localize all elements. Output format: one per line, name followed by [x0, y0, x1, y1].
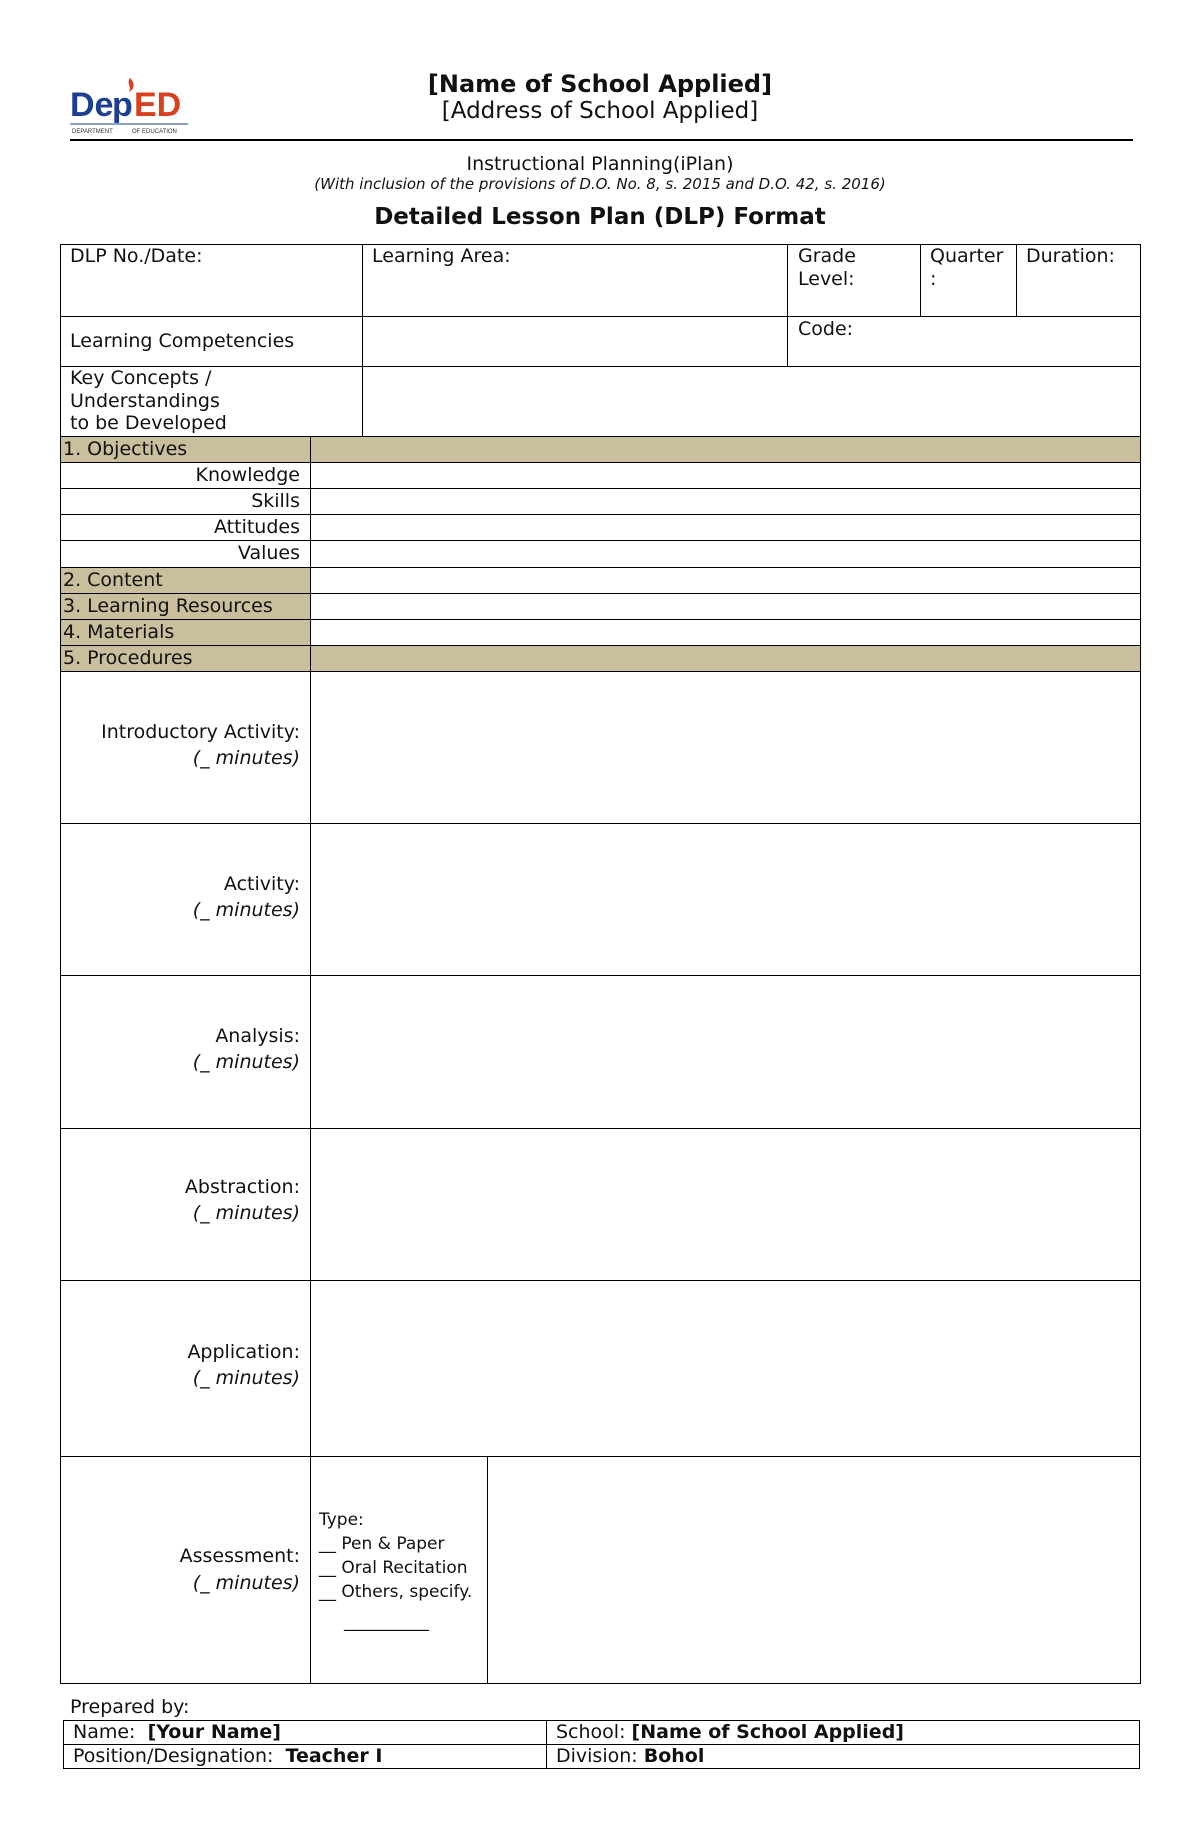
header-divider	[70, 139, 1133, 141]
row-divider	[60, 593, 1141, 594]
activity-minutes: (_ minutes)	[192, 899, 300, 921]
assessment-pen-paper: __ Pen & Paper	[319, 1534, 445, 1554]
row-divider	[60, 1280, 1141, 1281]
row-divider	[60, 671, 1141, 672]
svg-text:ED: ED	[134, 86, 182, 124]
row-divider	[60, 619, 1141, 620]
assessment-minutes: (_ minutes)	[192, 1572, 300, 1594]
position-value: Teacher I	[285, 1745, 383, 1767]
school-address: [Address of School Applied]	[441, 98, 759, 124]
assessment-type-label: Type:	[319, 1510, 364, 1530]
dlp-no-date-label: DLP No./Date:	[70, 245, 203, 267]
row-divider	[60, 645, 1141, 646]
name-value: [Your Name]	[147, 1721, 281, 1743]
position-field	[73, 1745, 382, 1768]
row-divider	[60, 975, 1141, 976]
assessment-label: Assessment:	[179, 1545, 300, 1567]
col-divider	[487, 1456, 488, 1684]
activity-label: Activity:	[223, 873, 300, 895]
row-divider	[60, 514, 1141, 515]
learning-competencies-label: Learning Competencies	[70, 330, 295, 352]
grade-level-label-1: Grade	[798, 245, 856, 267]
svg-text:OF EDUCATION: OF EDUCATION	[132, 129, 177, 135]
key-concepts-label-3: to be Developed	[70, 412, 227, 434]
code-label: Code:	[798, 318, 854, 340]
application-label: Application:	[187, 1341, 300, 1363]
abstraction-label: Abstraction:	[184, 1176, 300, 1198]
key-concepts-label-2: Understandings	[70, 390, 220, 412]
svg-text:De: De	[70, 86, 114, 124]
school-label: School:	[556, 1721, 626, 1743]
row-divider	[60, 462, 1141, 463]
row-divider	[60, 488, 1141, 489]
iplan-subtitle: (With inclusion of the provisions of D.O. No. 8, s. 2015 and D.O. 42, s. 2016)	[314, 175, 886, 193]
deped-logo-graphic	[70, 72, 195, 136]
row-divider	[60, 567, 1141, 568]
values-label: Values	[237, 542, 300, 564]
col-divider	[1016, 244, 1017, 316]
row-divider	[60, 823, 1141, 824]
grade-level-label-2: Level:	[798, 268, 855, 290]
row-divider	[60, 1456, 1141, 1457]
quarter-label-1: Quarter	[930, 245, 1004, 267]
dlp-title: Detailed Lesson Plan (DLP) Format	[374, 204, 826, 230]
duration-label: Duration:	[1026, 245, 1115, 267]
position-label: Position/Designation:	[73, 1745, 274, 1767]
col-divider	[787, 244, 788, 366]
svg-text:p: p	[112, 86, 133, 124]
svg-text:DEPARTMENT: DEPARTMENT	[72, 129, 113, 135]
col-divider	[920, 244, 921, 316]
col-divider	[362, 244, 363, 436]
application-minutes: (_ minutes)	[192, 1367, 300, 1389]
division-value: Bohol	[643, 1745, 705, 1767]
row-divider	[60, 1128, 1141, 1129]
introductory-activity-label: Introductory Activity:	[101, 721, 300, 743]
division-label: Division:	[556, 1745, 638, 1767]
introductory-minutes: (_ minutes)	[192, 747, 300, 769]
content-label: 2. Content	[63, 569, 163, 591]
name-field	[73, 1721, 281, 1744]
skills-label: Skills	[251, 490, 300, 512]
division-field	[556, 1745, 704, 1768]
key-concepts-label-1: Key Concepts /	[70, 367, 212, 389]
school-value: [Name of School Applied]	[631, 1721, 904, 1743]
analysis-label: Analysis:	[215, 1025, 300, 1047]
assessment-oral-recitation: __ Oral Recitation	[319, 1558, 468, 1578]
assessment-specify-blank: __________	[344, 1612, 429, 1632]
row-divider	[60, 366, 1141, 367]
learning-resources-label: 3. Learning Resources	[63, 595, 273, 617]
procedures-label: 5. Procedures	[63, 647, 193, 669]
objectives-label: 1. Objectives	[63, 438, 188, 460]
signatory-col-divider	[546, 1720, 547, 1769]
row-divider	[60, 436, 1141, 437]
learning-area-label: Learning Area:	[372, 245, 511, 267]
col-divider	[310, 436, 311, 1684]
row-divider	[60, 316, 1141, 317]
iplan-title: Instructional Planning(iPlan)	[466, 153, 734, 175]
prepared-by-label: Prepared by:	[70, 1696, 190, 1718]
materials-label: 4. Materials	[63, 621, 175, 643]
lesson-plan-table	[60, 244, 1141, 1684]
quarter-label-2: :	[930, 268, 937, 290]
name-label: Name:	[73, 1721, 136, 1743]
row-divider	[60, 540, 1141, 541]
analysis-minutes: (_ minutes)	[192, 1051, 300, 1073]
deped-logo	[70, 72, 195, 136]
attitudes-label: Attitudes	[214, 516, 300, 538]
abstraction-minutes: (_ minutes)	[192, 1202, 300, 1224]
knowledge-label: Knowledge	[195, 464, 300, 486]
school-name: [Name of School Applied]	[427, 70, 773, 98]
school-field	[556, 1721, 904, 1744]
assessment-others: __ Others, specify.	[319, 1582, 473, 1602]
